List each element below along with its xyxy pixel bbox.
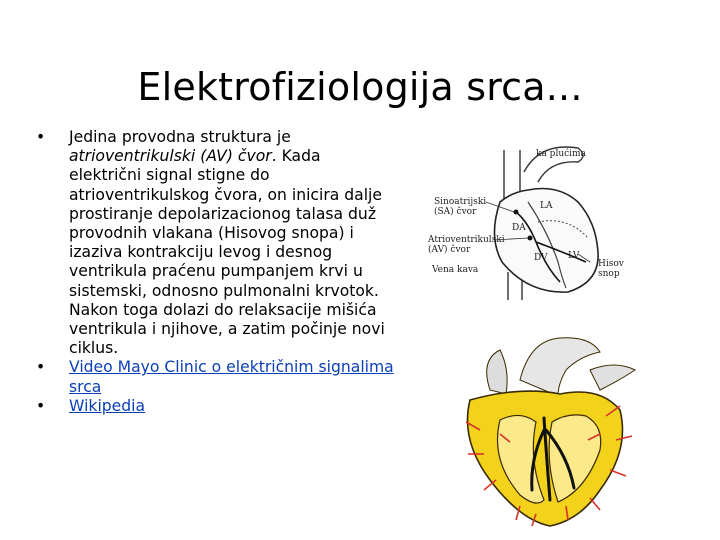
sa-node-dot	[514, 210, 519, 215]
bullet-item-wikipedia-link	[36, 397, 396, 416]
label-dv: DV	[534, 253, 548, 263]
video-mayo-clinic-link[interactable]: Video Mayo Clinic o električnim signalima srca	[69, 358, 394, 396]
label-la: LA	[540, 201, 553, 211]
label-sa-node-1: Sinoatrijski	[434, 197, 487, 207]
bullet-list	[36, 128, 396, 416]
label-av-node-2: (AV) čvor	[428, 245, 471, 255]
heart-conduction-diagram	[428, 142, 628, 302]
bullet-item-video-link	[36, 358, 396, 396]
bullet-text-italic: atrioventrikulski (AV) čvor	[69, 147, 272, 166]
bullet-icon: •	[36, 396, 46, 415]
heart-depolarization-illustration	[440, 330, 652, 530]
bullet-item-av-node	[36, 128, 396, 358]
label-ka-plucima: ka plućima	[536, 149, 586, 159]
label-his-2: snop	[598, 269, 620, 279]
bullet-icon: •	[36, 128, 46, 146]
slide-title: Elektrofiziologija srca...	[137, 65, 583, 110]
av-node-dot	[528, 236, 533, 241]
bullet-icon: •	[36, 358, 46, 377]
label-his-1: Hisov	[598, 259, 624, 269]
label-da: DA	[512, 223, 526, 233]
label-sa-node-2: (SA) čvor	[434, 207, 477, 217]
bullet-text-tail: . Kada električni signal stigne do atrioventrikulskog čvora, on inicira dalje prostiranje depolarizacionog talasa duž provodnih vlakana (Hisovog snopa) i izaziva kontrakciju levog i desnog ventrikula praćenu pumpanjem krvi u sistemski, odnosno pulmonalni krvotok. Nakon toga dolazi do relaksacije mišića ventrikula i njihove, a zatim počinje novi ciklus.	[69, 147, 385, 358]
label-vena-kava: Vena kava	[432, 265, 479, 275]
wikipedia-link[interactable]: Wikipedia	[69, 396, 146, 415]
bullet-text-lead: Jedina provodna struktura je	[69, 128, 291, 146]
label-lv: LV	[568, 251, 580, 261]
label-av-node-1: Atrioventrikulski	[428, 235, 505, 245]
